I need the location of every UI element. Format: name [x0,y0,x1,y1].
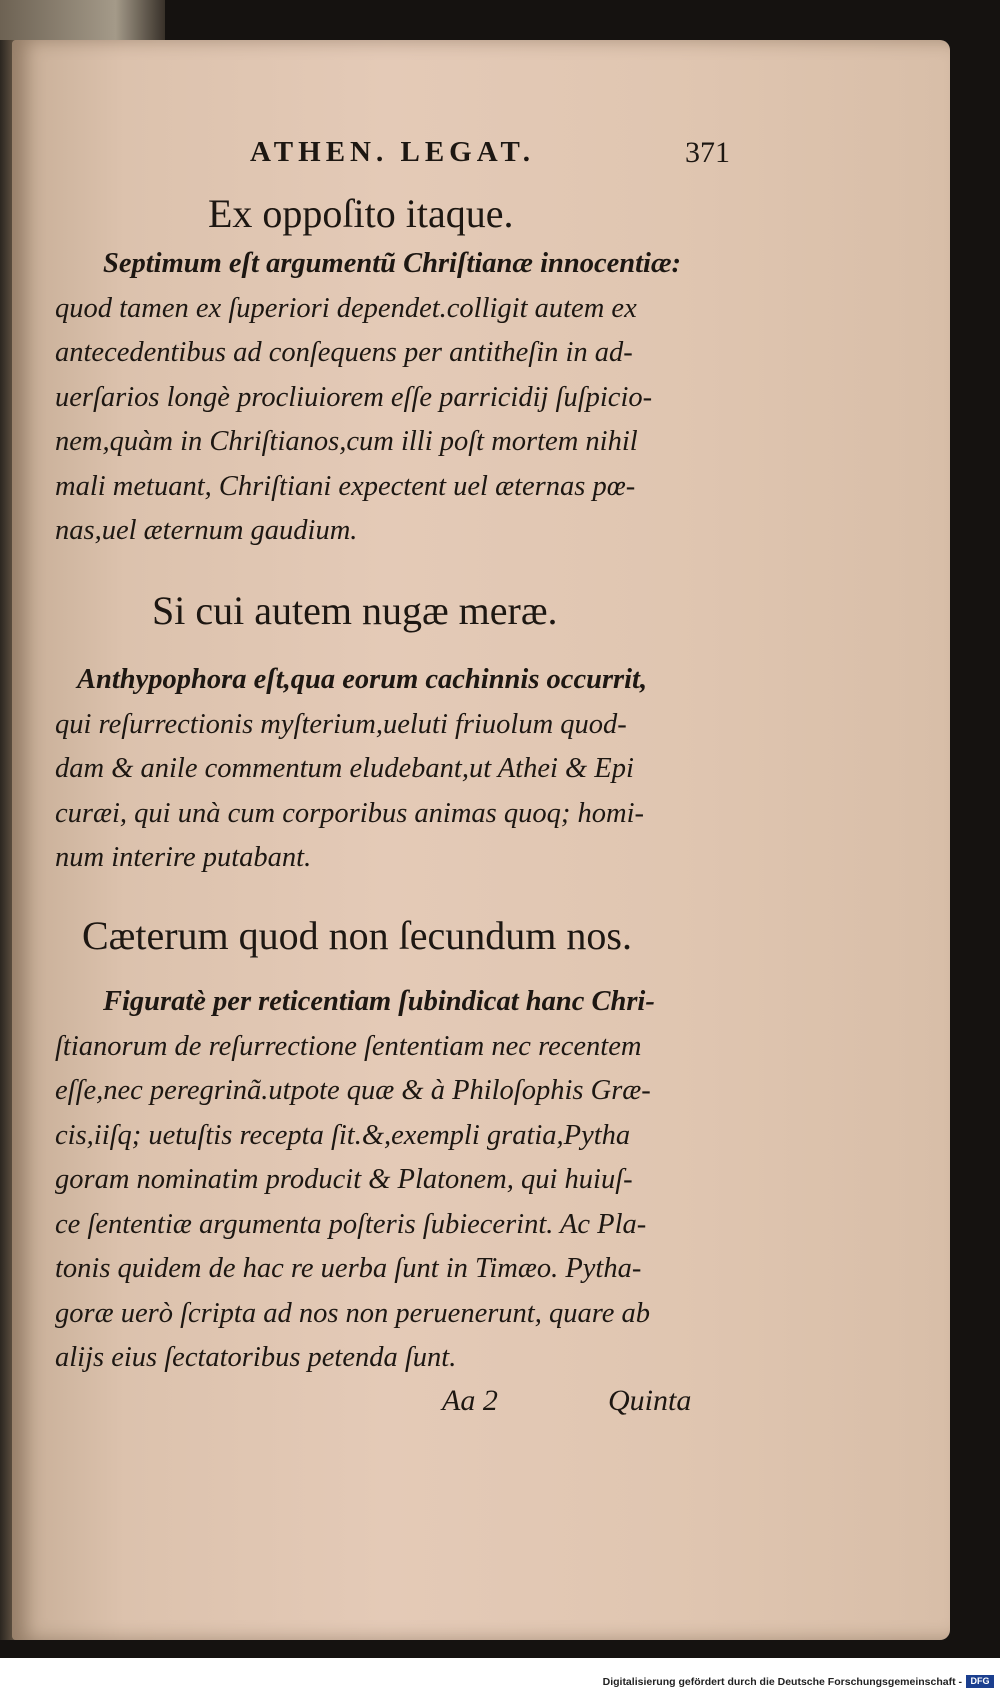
text-line: ſtianorum de reſurrectione ſententiam nec recentem [55,1030,642,1062]
page-number: 371 [685,136,730,169]
text-line: Septimum eſt argumentũ Chriſtianæ innocentiæ: [103,248,682,279]
text-line: uerſarios longè procliuiorem eſſe parricidij ſuſpicio- [55,381,653,413]
text-line: Figuratè per reticentiam ſubindicat hanc Chri- [103,986,655,1017]
section-paragraph-2 [55,658,735,881]
funding-credit: Digitalisierung gefördert durch die Deutsche Forschungsgemeinschaft - [602,1676,962,1688]
section-heading-1: Ex oppoſito itaque. [208,191,514,236]
section-paragraph-3 [55,980,735,1381]
text-line: nem,quàm in Chriſtianos,cum illi poſt mortem nihil [55,426,638,457]
page-header [250,136,750,182]
text-line: cis,iiſq; uetuſtis recepta ſit.&,exempli gratia,Pytha [55,1119,631,1151]
catchword: Quinta [608,1384,692,1417]
text-line: antecedentibus ad conſequens per antitheſin in ad- [55,337,633,368]
text-line: qui reſurrectionis myſterium,ueluti friuolum quod- [55,708,627,740]
text-line: goræ uerò ſcripta ad nos non peruenerunt, quare ab [55,1297,651,1329]
text-line: goram nominatim producit & Platonem, qui huiuſ- [55,1164,633,1195]
section-heading-2: Si cui autem nugæ meræ. [152,588,558,633]
text-line: alijs eius ſectatoribus petenda ſunt. [55,1342,457,1373]
signature-mark: Aa 2 [442,1384,498,1417]
text-line: Anthypophora eſt,qua eorum cachinnis occurrit, [77,664,648,695]
section-heading-3: Cæterum quod non ſecundum nos. [82,913,632,958]
text-line: num interire putabant. [55,842,312,873]
previous-page-strip [0,0,165,42]
running-head: ATHEN. LEGAT. [250,136,535,168]
text-line: mali metuant, Chriſtiani expectent uel æternas pœ- [55,470,636,502]
text-line: nas,uel æternum gaudium. [55,515,358,546]
text-line: quod tamen ex ſuperiori dependet.colligit autem ex [55,292,637,324]
text-line: ce ſententiæ argumenta poſteris ſubiecerint. Ac Pla- [55,1208,647,1240]
text-line: eſſe,nec peregrinã.utpote quæ & à Philoſophis Græ- [55,1075,651,1106]
text-line: tonis quidem de hac re uerba ſunt in Timæo. Pytha- [55,1253,642,1284]
section-paragraph-1 [55,242,735,554]
text-line: curæi, qui unà cum corporibus animas quoq; homi- [55,797,644,829]
text-line: dam & anile commentum eludebant,ut Athei & Epi [55,753,634,784]
digitization-footer [0,1672,1000,1696]
dfg-logo-icon: DFG [966,1675,994,1688]
